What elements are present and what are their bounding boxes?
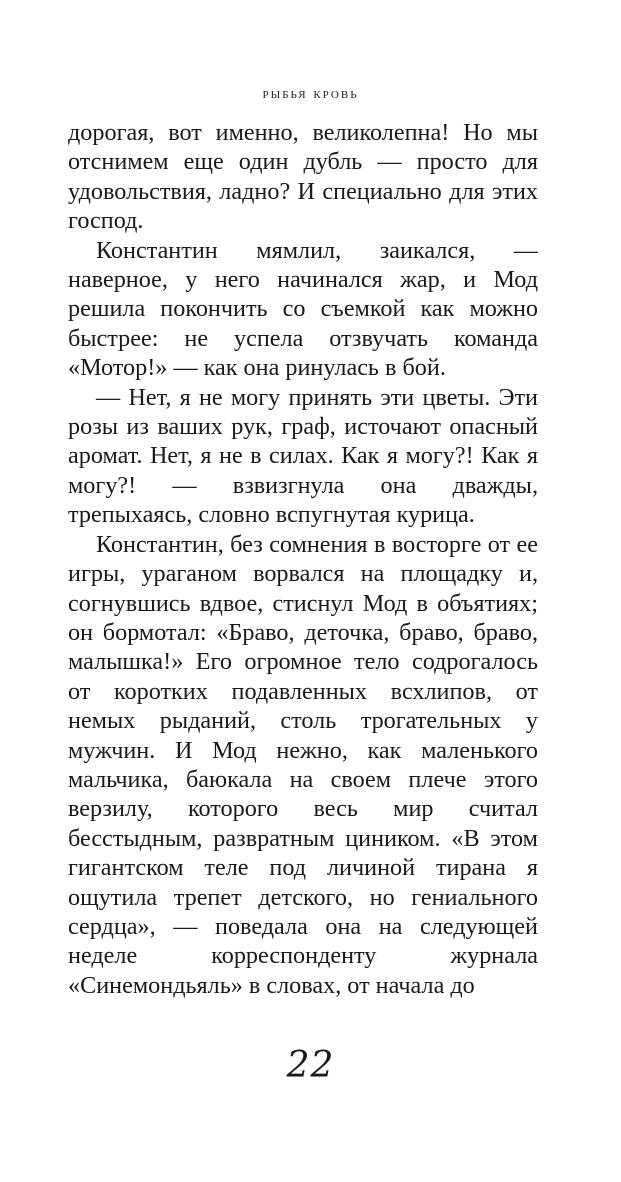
paragraph: — Нет, я не могу принять эти цветы. Эти розы из ваших рук, граф, источают опасный аромат. Нет, я не в силах. Как я могу?! Как я могу?! — взвизгнула она дважды, трепыхаясь, словно вспугнутая курица. <box>68 383 538 529</box>
page-number: 22 <box>286 1045 335 1086</box>
paragraph: Константин, без сомнения в восторге от ее игры, ураганом ворвался на площадку и, согнувшись вдвое, стиснул Мод в объятиях; он бормотал: «Браво, деточка, браво, браво, малышка!» Его огромное тело содрогалось от коротких подавленных всхлипов, от немых рыданий, столь трогательных у мужчин. И Мод нежно, как маленького мальчика, баюкала на своем плече этого верзилу, которого весь мир считал бесстыдным, развратным циником. «В этом гигантском теле под личиной тирана я ощутила трепет детского, но гениального сердца», — поведала она на следующей неделе корреспонденту журнала «Синемондьяль» в словах, от начала до <box>68 530 538 999</box>
paragraph: дорогая, вот именно, великолепна! Но мы отснимем еще один дубль — просто для удовольствия, ладно? И специально для этих господ. <box>68 119 538 235</box>
running-head: рыбья кровь <box>262 86 359 102</box>
body-text <box>68 118 538 1000</box>
paragraph: Константин мямлил, заикался, — наверное, у него начинался жар, и Мод решила покончить со съемкой как можно быстрее: не успела отзвучать команда «Мотор!» — как она ринулась в бой. <box>68 236 538 382</box>
